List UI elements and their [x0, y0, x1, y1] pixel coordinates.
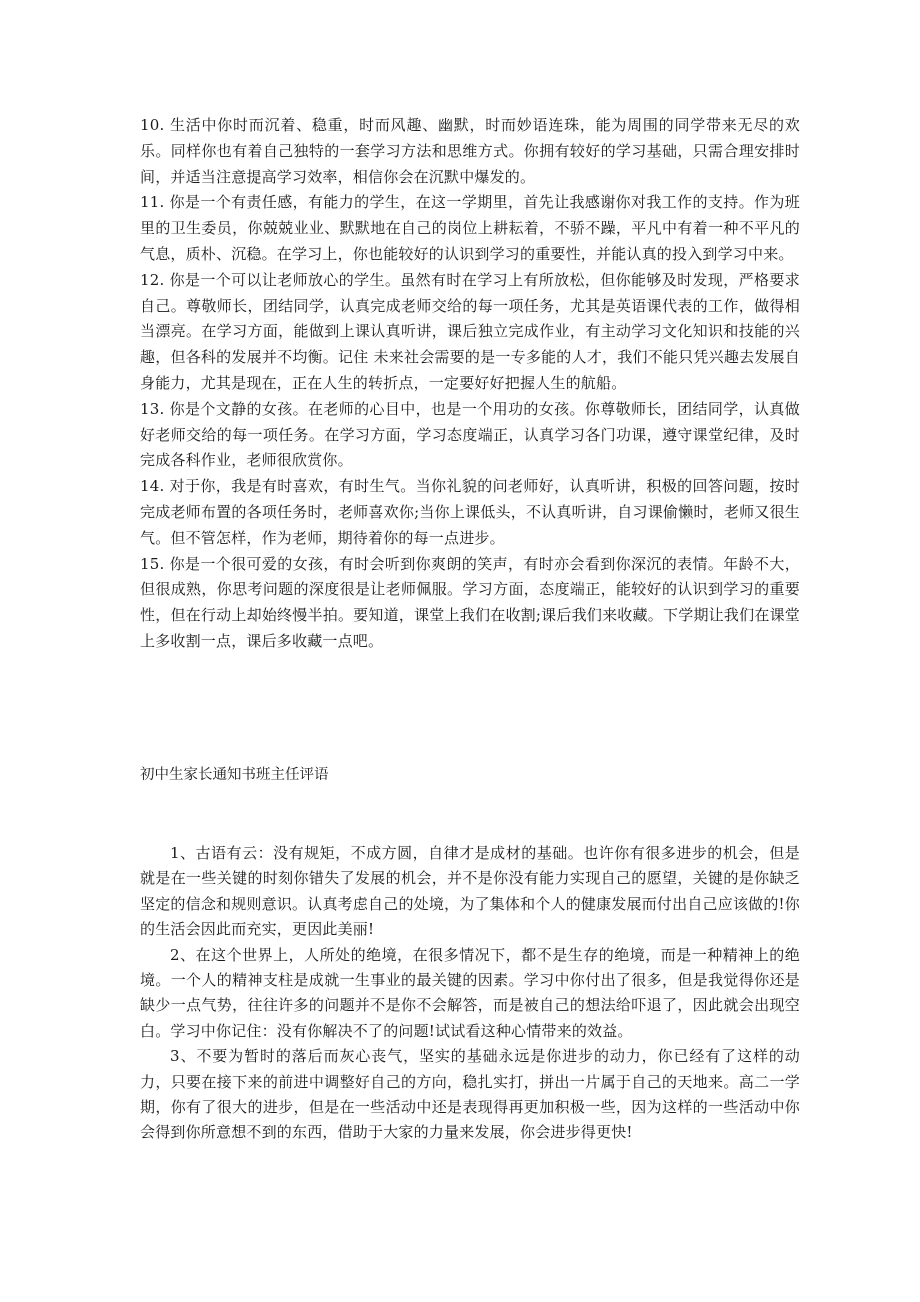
comment-b-2: 2、在这个世界上，人所处的绝境，在很多情况下，都不是生存的绝境，而是一种精神上的绝境。一个人的精神支柱是成就一生事业的最关键的因素。学习中你付出了很多，但是我觉得你还是缺少一点气势，往往许多的问题并不是你不会解答，而是被自己的想法给吓退了，因此就会出现空白。学习中你记住：没有你解决不了的问题!试试看这种心情带来的效益。	[140, 945, 800, 1040]
section-heading: 初中生家长通知书班主任评语	[140, 767, 329, 783]
comment-13: 13. 你是个文静的女孩。在老师的心目中，也是一个用功的女孩。你尊敬师长，团结同学，认真做好老师交给的每一项任务。在学习方面，学习态度端正，认真学习各门功课，遵守课堂纪律，及时完成各科作业，老师很欣赏你。	[140, 399, 800, 470]
comment-14: 14. 对于你，我是有时喜欢，有时生气。当你礼貌的问老师好，认真听讲，积极的回答问题，按时完成老师布置的各项任务时，老师喜欢你;当你上课低头，不认真听讲，自习课偷懒时，老师又很生气。但不管怎样，作为老师，期待着你的每一点进步。	[140, 477, 800, 547]
comment-b-3: 3、不要为暂时的落后而灰心丧气，坚实的基础永远是你进步的动力，你已经有了这样的动力，只要在接下来的前进中调整好自己的方向，稳扎实打，拼出一片属于自己的天地来。高二一学期，你有了很大的进步，但是在一些活动中还是表现得再更加积极一些，因为这样的一些活动中你会得到你所意想不到的东西，借助于大家的力量来发展，你会进步得更快!	[140, 1047, 800, 1142]
comment-15: 15. 你是一个很可爱的女孩，有时会听到你爽朗的笑声，有时亦会看到你深沉的表情。年龄不大，但很成熟，你思考问题的深度很是让老师佩服。学习方面，态度端正，能较好的认识到学习的重要性，但在行动上却始终慢半拍。要知道，课堂上我们在收割;课后我们来收藏。下学期让我们在课堂上多收割一点，课后多收藏一点吧。	[140, 554, 800, 650]
comment-b-1: 1、古语有云：没有规矩，不成方圆，自律才是成材的基础。也许你有很多进步的机会，但是就是在一些关键的时刻你错失了发展的机会，并不是你没有能力实现自己的愿望，关键的是你缺乏坚定的信念和规则意识。认真考虑自己的处境，为了集体和个人的健康发展而付出自己应该做的!你的生活会因此而充实，更因此美丽!	[140, 844, 800, 939]
comment-11: 11. 你是一个有责任感，有能力的学生，在这一学期里，首先让我感谢你对我工作的支持。作为班里的卫生委员，你兢兢业业、默默地在自己的岗位上耕耘着，不骄不躁，平凡中有着一种不平凡的气息，质朴、沉稳。在学习上，你也能较好的认识到学习的重要性，并能认真的投入到学习中来。	[140, 193, 800, 263]
comment-10: 10. 生活中你时而沉着、稳重，时而风趣、幽默，时而妙语连珠，能为周围的同学带来无尽的欢乐。同样你也有着自己独特的一套学习方法和思维方式。你拥有较好的学习基础，只需合理安排时间，并适当注意提高学习效率，相信你会在沉默中爆发的。	[140, 116, 800, 186]
comment-12: 12. 你是一个可以让老师放心的学生。虽然有时在学习上有所放松，但你能够及时发现，严格要求自己。尊敬师长，团结同学，认真完成老师交给的每一项任务，尤其是英语课代表的工作，做得相当漂亮。在学习方面，能做到上课认真听讲，课后独立完成作业，有主动学习文化知识和技能的兴趣，但各科的发展并不均衡。记住 未来社会需要的是一专多能的人才，我们不能只凭兴趣去发展自身能力，尤其是现在，正在人生的转折点，一定要好好把握人生的航船。	[140, 270, 800, 392]
comments-list-a	[140, 113, 800, 655]
comments-list-b	[140, 841, 800, 1146]
